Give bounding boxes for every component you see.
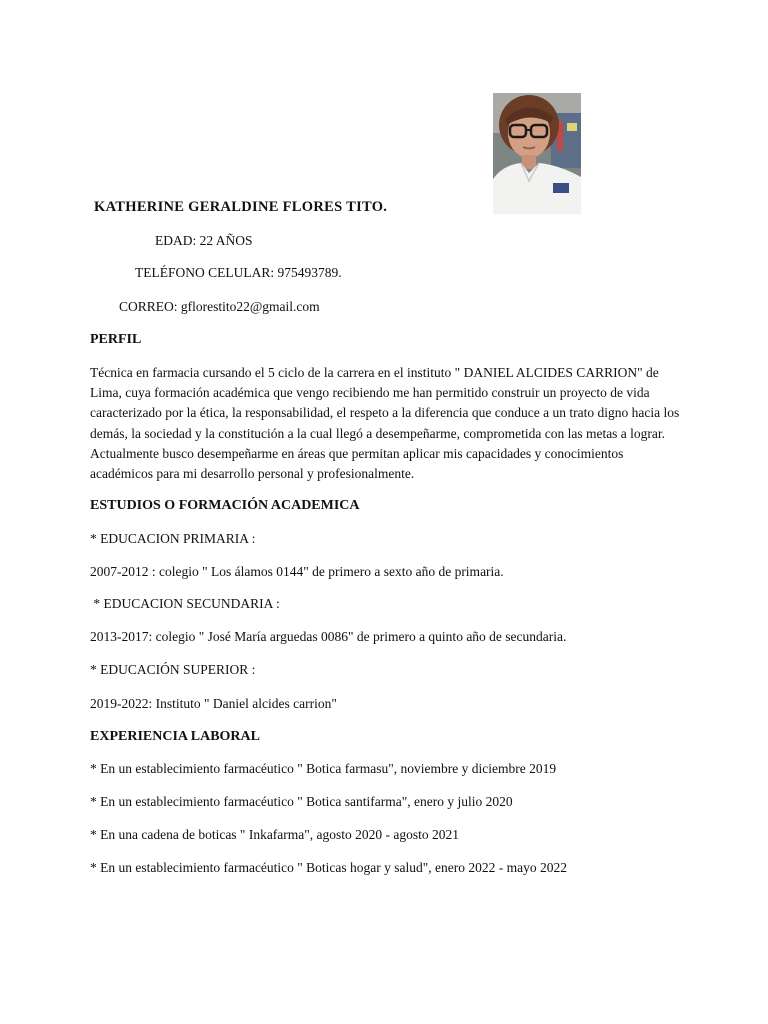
education-primary-label: * EDUCACION PRIMARIA : xyxy=(90,531,256,546)
education-superior-label: * EDUCACIÓN SUPERIOR : xyxy=(90,662,256,677)
education-secondary-detail: 2013-2017: colegio " José María arguedas 0086" de primero a quinto año de secundaria. xyxy=(90,629,567,644)
experience-item: * En un establecimiento farmacéutico " Boticas hogar y salud", enero 2022 - mayo 2022 xyxy=(90,860,568,875)
experience-item: * En un establecimiento farmacéutico " Botica santifarma", enero y julio 2020 xyxy=(90,794,513,809)
profile-paragraph: Técnica en farmacia cursando el 5 ciclo de la carrera en el instituto " DANIEL ALCIDES CARRION" de Lima, cuya formación académica que vengo recibiendo me han permitido construir un proyecto de vida caracterizado por la ética, la responsabilidad, el respeto a la diferencia que conduce a un trato digno hacia los demás, la sociedad y la constitución a la cual llegó a desempeñarme, comprometida con las metas a lograr. Actualmente busco desempeñarme en áreas que permitan aplicar mis capacidades y conocimientos académicos para mi desarrollo personal y profesionalmente. xyxy=(90,365,680,482)
section-title-estudios: ESTUDIOS O FORMACIÓN ACADEMICA xyxy=(90,498,360,513)
experience-item: * En una cadena de boticas " Inkafarma", agosto 2020 - agosto 2021 xyxy=(90,827,460,842)
section-title-perfil: PERFIL xyxy=(90,332,142,347)
phone-line: TELÉFONO CELULAR: 975493789. xyxy=(135,265,342,280)
profile-photo xyxy=(493,93,581,214)
candidate-name: KATHERINE GERALDINE FLORES TITO. xyxy=(94,199,388,215)
section-title-experiencia: EXPERIENCIA LABORAL xyxy=(90,729,260,744)
email-line: CORREO: gflorestito22@gmail.com xyxy=(119,299,320,314)
education-secondary-label: * EDUCACION SECUNDARIA : xyxy=(90,596,280,611)
age-line: EDAD: 22 AÑOS xyxy=(155,233,253,248)
education-superior-detail: 2019-2022: Instituto " Daniel alcides carrion" xyxy=(90,696,337,711)
profile-photo-illustration xyxy=(493,93,581,214)
experience-item: * En un establecimiento farmacéutico " Botica farmasu", noviembre y diciembre 2019 xyxy=(90,761,557,776)
education-primary-detail: 2007-2012 : colegio " Los álamos 0144" de primero a sexto año de primaria. xyxy=(90,564,504,579)
